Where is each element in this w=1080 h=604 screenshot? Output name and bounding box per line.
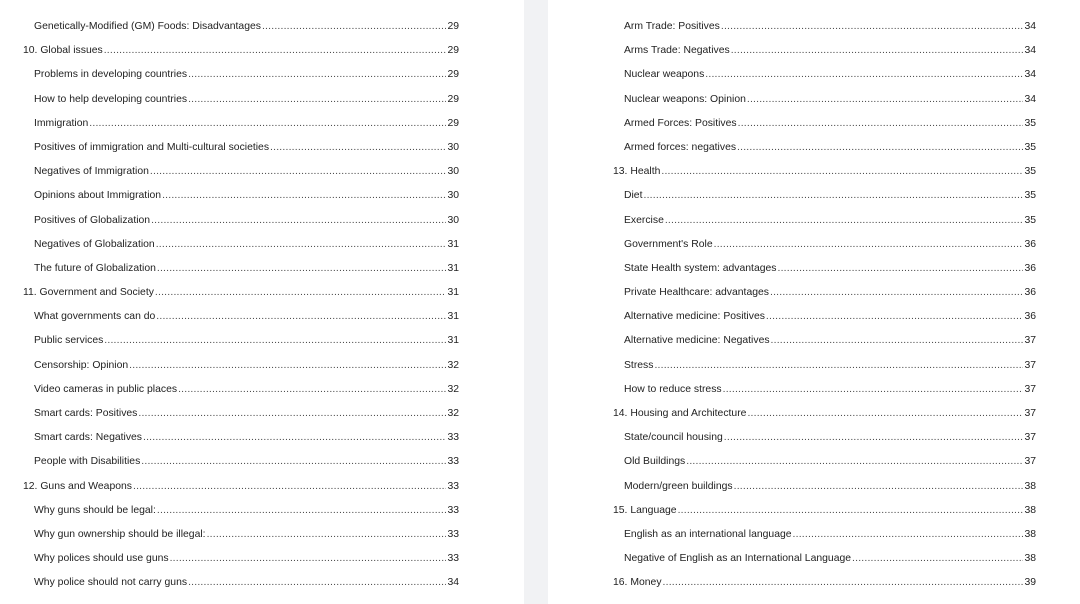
toc-page-number: 32	[447, 383, 459, 395]
toc-dot-leader	[104, 39, 447, 63]
toc-page-number: 36	[1024, 238, 1036, 250]
document-page-left	[0, 0, 524, 604]
toc-entry[interactable]	[23, 15, 459, 39]
toc-dot-leader	[270, 136, 446, 160]
toc-page-number: 33	[447, 553, 459, 565]
toc-dot-leader	[129, 354, 446, 378]
toc-page-number: 37	[1024, 432, 1036, 444]
toc-dot-leader	[714, 233, 1024, 257]
toc-entry-label: Why polices should use guns	[34, 553, 169, 565]
toc-page-number: 34	[1024, 93, 1036, 105]
toc-entry-label: Problems in developing countries	[34, 69, 188, 81]
toc-page-number: 31	[447, 335, 459, 347]
toc-entry-label: Nuclear weapons: Opinion	[624, 93, 746, 105]
toc-entry[interactable]	[613, 112, 1036, 136]
toc-entry[interactable]	[613, 354, 1036, 378]
toc-entry-label: Negative of English as an International Language	[624, 553, 852, 565]
toc-entry[interactable]	[23, 450, 459, 474]
toc-entry-label: Private Healthcare: advantages	[624, 287, 769, 299]
toc-page-number: 32	[447, 359, 459, 371]
toc-entry[interactable]	[23, 426, 459, 450]
toc-dot-leader	[723, 378, 1024, 402]
toc-entry-label: 15. Language	[613, 504, 677, 516]
toc-dot-leader	[141, 450, 446, 474]
toc-entry[interactable]	[23, 257, 459, 281]
toc-page-number: 33	[447, 504, 459, 516]
toc-page-number: 31	[447, 287, 459, 299]
toc-page-number: 30	[447, 141, 459, 153]
toc-dot-leader	[89, 112, 446, 136]
toc-dot-leader	[721, 15, 1024, 39]
toc-entry-label: Modern/green buildings	[624, 480, 733, 492]
toc-entry-label: Old Buildings	[624, 456, 686, 468]
toc-dot-leader	[771, 329, 1024, 353]
toc-entry-label: Diet	[624, 190, 643, 202]
table-of-contents	[23, 15, 459, 596]
toc-page-number: 36	[1024, 262, 1036, 274]
toc-entry-label: Alternative medicine: Negatives	[624, 335, 770, 347]
toc-dot-leader	[686, 450, 1023, 474]
toc-dot-leader	[104, 329, 446, 353]
toc-page-number: 37	[1024, 456, 1036, 468]
toc-page-number: 30	[447, 166, 459, 178]
toc-dot-leader	[188, 63, 446, 87]
toc-entry-label: Video cameras in public places	[34, 383, 178, 395]
toc-entry-label: What governments can do	[34, 311, 156, 323]
toc-dot-leader	[150, 160, 447, 184]
toc-entry[interactable]	[613, 450, 1036, 474]
toc-dot-leader	[157, 257, 447, 281]
toc-dot-leader	[678, 499, 1024, 523]
toc-page-number: 33	[447, 432, 459, 444]
toc-entry-label: How to reduce stress	[624, 383, 722, 395]
toc-entry-label: Why gun ownership should be illegal:	[34, 528, 206, 540]
toc-dot-leader	[133, 475, 446, 499]
toc-page-number: 35	[1024, 190, 1036, 202]
toc-entry[interactable]	[23, 523, 459, 547]
toc-entry[interactable]	[23, 136, 459, 160]
toc-entry[interactable]	[613, 257, 1036, 281]
toc-dot-leader	[207, 523, 447, 547]
toc-entry[interactable]	[23, 571, 459, 595]
toc-entry-label: State Health system: advantages	[624, 262, 777, 274]
toc-dot-leader	[737, 136, 1023, 160]
toc-dot-leader	[178, 378, 446, 402]
toc-entry-label: Negatives of Globalization	[34, 238, 155, 250]
toc-entry[interactable]	[23, 547, 459, 571]
toc-entry-label: 13. Health	[613, 166, 661, 178]
toc-entry[interactable]	[23, 378, 459, 402]
toc-entry[interactable]	[613, 63, 1036, 87]
toc-page-number: 32	[447, 408, 459, 419]
toc-dot-leader	[852, 547, 1023, 571]
toc-page-number: 33	[447, 480, 459, 492]
toc-entry-label: Exercise	[624, 214, 664, 226]
toc-page-number: 29	[447, 117, 459, 129]
toc-entry[interactable]	[23, 233, 459, 257]
toc-entry-label: 16. Money	[613, 577, 662, 589]
toc-page-number: 39	[1024, 577, 1036, 589]
toc-dot-leader	[188, 571, 446, 595]
toc-entry-label: 11. Government and Society	[23, 287, 154, 299]
toc-page-number: 36	[1024, 311, 1036, 323]
toc-entry[interactable]	[23, 88, 459, 112]
toc-entry[interactable]	[613, 305, 1036, 329]
toc-entry-label: Genetically-Modified (GM) Foods: Disadvantages	[34, 21, 261, 32]
toc-dot-leader	[138, 402, 446, 426]
toc-entry[interactable]	[23, 281, 459, 305]
toc-dot-leader	[747, 402, 1023, 426]
toc-dot-leader	[151, 209, 446, 233]
toc-entry[interactable]	[23, 354, 459, 378]
toc-entry[interactable]	[613, 233, 1036, 257]
toc-entry-label: 12. Guns and Weapons	[23, 480, 132, 492]
toc-entry-label: People with Disabilities	[34, 456, 141, 468]
toc-entry-label: Armed forces: negatives	[624, 141, 737, 153]
toc-page-number: 34	[447, 577, 459, 589]
toc-entry-label: Immigration	[34, 117, 89, 129]
toc-entry[interactable]	[23, 499, 459, 523]
toc-entry-label: English as an international language	[624, 528, 792, 540]
toc-dot-leader	[661, 160, 1023, 184]
toc-dot-leader	[766, 305, 1024, 329]
toc-page-number: 37	[1024, 335, 1036, 347]
toc-entry-label: 10. Global issues	[23, 45, 103, 57]
toc-entry[interactable]	[23, 329, 459, 353]
toc-entry-label: Opinions about Immigration	[34, 190, 162, 202]
toc-dot-leader	[793, 523, 1024, 547]
toc-entry-label: Why police should not carry guns	[34, 577, 188, 589]
toc-dot-leader	[188, 88, 446, 112]
toc-page-number: 34	[1024, 69, 1036, 81]
toc-page-number: 37	[1024, 359, 1036, 371]
table-of-contents	[613, 15, 1036, 596]
toc-entry-label: Government's Role	[624, 238, 713, 250]
toc-dot-leader	[143, 426, 446, 450]
toc-page-number: 29	[447, 21, 459, 32]
toc-dot-leader	[770, 281, 1023, 305]
toc-entry-label: Why guns should be legal:	[34, 504, 156, 516]
toc-entry[interactable]	[613, 571, 1036, 595]
toc-page-number: 30	[447, 190, 459, 202]
toc-entry-label: Smart cards: Negatives	[34, 432, 142, 444]
toc-entry-label: Stress	[624, 359, 654, 371]
toc-page-number: 37	[1024, 383, 1036, 395]
toc-page-number: 33	[447, 456, 459, 468]
toc-entry[interactable]	[613, 88, 1036, 112]
toc-page-number: 29	[447, 69, 459, 81]
toc-page-number: 37	[1024, 408, 1036, 419]
toc-entry[interactable]	[23, 39, 459, 63]
toc-entry[interactable]	[23, 112, 459, 136]
toc-page-number: 35	[1024, 117, 1036, 129]
toc-page-number: 35	[1024, 141, 1036, 153]
toc-page-number: 36	[1024, 287, 1036, 299]
toc-entry-label: State/council housing	[624, 432, 723, 444]
toc-entry-label: Armed Forces: Positives	[624, 117, 737, 129]
toc-entry-label: Positives of Globalization	[34, 214, 151, 226]
toc-page-number: 34	[1024, 45, 1036, 57]
toc-dot-leader	[734, 475, 1024, 499]
toc-entry-label: Negatives of Immigration	[34, 166, 149, 178]
toc-entry[interactable]	[613, 547, 1036, 571]
toc-page-number: 29	[447, 93, 459, 105]
toc-page-number: 35	[1024, 166, 1036, 178]
toc-page-number: 30	[447, 214, 459, 226]
toc-page-number: 38	[1024, 480, 1036, 492]
toc-page-number: 29	[447, 45, 459, 57]
toc-entry[interactable]	[613, 39, 1036, 63]
toc-page-number: 38	[1024, 504, 1036, 516]
toc-entry[interactable]	[613, 499, 1036, 523]
toc-entry-label: Censorship: Opinion	[34, 359, 129, 371]
toc-page-number: 33	[447, 528, 459, 540]
toc-dot-leader	[731, 39, 1024, 63]
toc-entry-label: How to help developing countries	[34, 93, 188, 105]
toc-dot-leader	[170, 547, 447, 571]
toc-page-number: 35	[1024, 214, 1036, 226]
toc-dot-leader	[156, 233, 447, 257]
toc-dot-leader	[155, 281, 447, 305]
toc-entry[interactable]	[23, 209, 459, 233]
toc-dot-leader	[724, 426, 1024, 450]
toc-entry[interactable]	[613, 378, 1036, 402]
toc-dot-leader	[738, 112, 1024, 136]
toc-entry-label: The future of Globalization	[34, 262, 156, 274]
toc-entry[interactable]	[23, 63, 459, 87]
toc-entry-label: Alternative medicine: Positives	[624, 311, 765, 323]
toc-page-number: 31	[447, 262, 459, 274]
toc-entry-label: Nuclear weapons	[624, 69, 705, 81]
toc-entry[interactable]	[613, 209, 1036, 233]
toc-entry[interactable]	[23, 160, 459, 184]
toc-entry-label: 14. Housing and Architecture	[613, 408, 747, 419]
toc-dot-leader	[663, 571, 1024, 595]
document-page-right	[548, 0, 1080, 604]
toc-entry[interactable]	[23, 475, 459, 499]
toc-dot-leader	[654, 354, 1023, 378]
toc-page-number: 31	[447, 311, 459, 323]
toc-entry[interactable]	[613, 329, 1036, 353]
toc-entry-label: Positives of immigration and Multi-cultural societies	[34, 141, 270, 153]
toc-entry[interactable]	[613, 136, 1036, 160]
toc-dot-leader	[665, 209, 1024, 233]
toc-dot-leader	[157, 499, 447, 523]
toc-page-number: 34	[1024, 21, 1036, 32]
toc-entry-label: Arms Trade: Negatives	[624, 45, 730, 57]
toc-entry[interactable]	[613, 402, 1036, 426]
toc-dot-leader	[156, 305, 446, 329]
toc-entry-label: Smart cards: Positives	[34, 408, 138, 419]
toc-dot-leader	[777, 257, 1023, 281]
toc-dot-leader	[705, 63, 1023, 87]
toc-entry[interactable]	[613, 281, 1036, 305]
toc-entry[interactable]	[23, 184, 459, 208]
toc-entry[interactable]	[23, 305, 459, 329]
toc-entry[interactable]	[613, 15, 1036, 39]
toc-page-number: 38	[1024, 553, 1036, 565]
toc-entry[interactable]	[613, 523, 1036, 547]
toc-entry[interactable]	[23, 402, 459, 426]
toc-dot-leader	[262, 15, 446, 39]
toc-entry-label: Arm Trade: Positives	[624, 21, 720, 32]
toc-entry[interactable]	[613, 184, 1036, 208]
toc-dot-leader	[643, 184, 1023, 208]
toc-dot-leader	[747, 88, 1024, 112]
toc-dot-leader	[162, 184, 446, 208]
toc-entry[interactable]	[613, 475, 1036, 499]
toc-entry[interactable]	[613, 160, 1036, 184]
toc-page-number: 31	[447, 238, 459, 250]
toc-page-number: 38	[1024, 528, 1036, 540]
toc-entry[interactable]	[613, 426, 1036, 450]
toc-entry-label: Public services	[34, 335, 104, 347]
